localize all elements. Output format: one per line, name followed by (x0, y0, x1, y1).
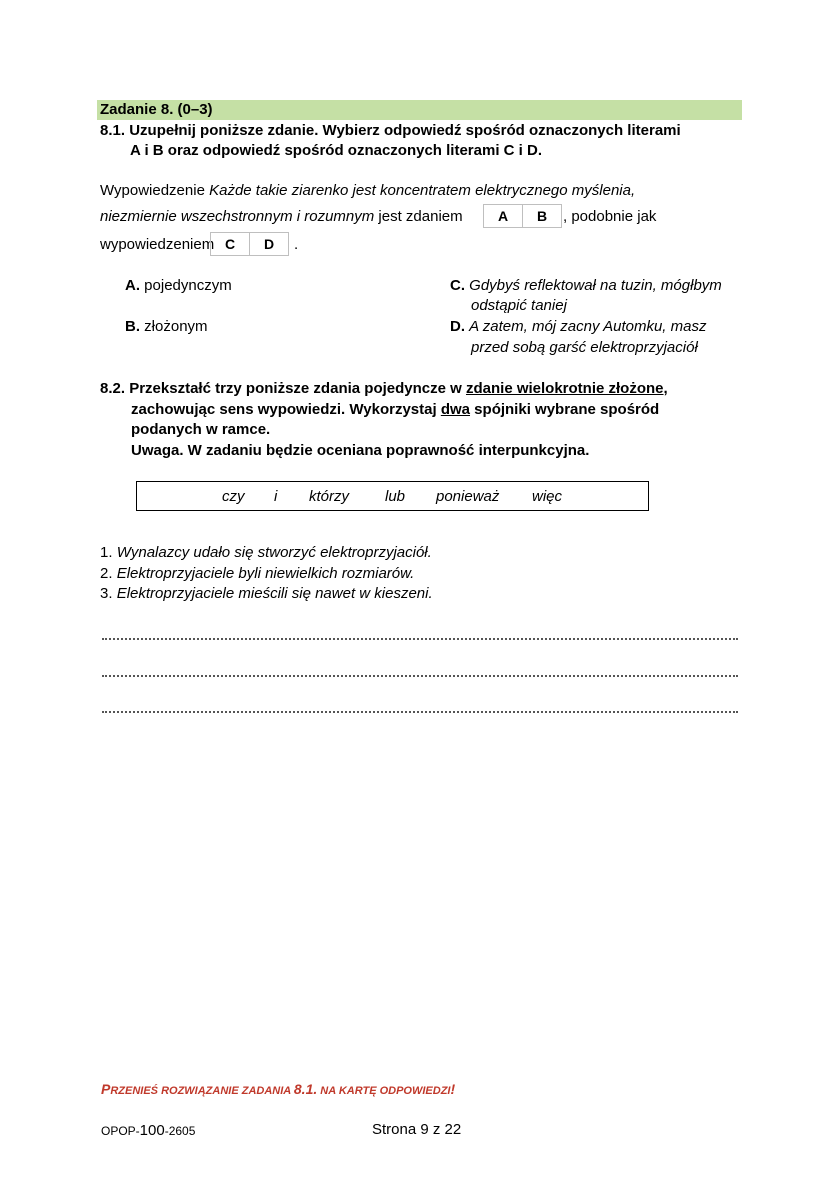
answer-box-option-a[interactable]: A (497, 208, 509, 224)
q81-instruction-line2: A i B oraz odpowiedź spośród oznaczonych literami C i D. (130, 142, 542, 159)
option-a (125, 276, 232, 296)
q81-instruction-line1: Uzupełnij poniższe zdanie. Wybierz odpowiedź spośród oznaczonych literami (129, 122, 681, 139)
q82-underlined: dwa (440, 401, 471, 418)
sentence-quote: niezmiernie wszechstronnym i rozumnym (100, 208, 375, 225)
warning-text: ROZWIĄZANIE ZADANIA (161, 1085, 294, 1097)
q82-text: Przekształć trzy poniższe zdania pojedyncze w (129, 380, 466, 397)
q82-instruction-line3: podanych w ramce. (131, 421, 271, 438)
answer-box-option-c[interactable]: C (224, 236, 236, 252)
q82-note: Uwaga. W zadaniu będzie oceniana poprawność interpunkcyjna. (131, 442, 590, 459)
option-d-cont: przed sobą garść elektroprzyjaciół (471, 339, 698, 356)
sentence-text: jest zdaniem (374, 208, 463, 225)
answer-box-ab[interactable] (483, 204, 562, 228)
q81-sentence-line2 (100, 207, 463, 227)
q81-instruction (100, 121, 681, 141)
option-letter: A. (125, 277, 140, 294)
option-text: złożonym (144, 318, 208, 335)
exam-code-part: 100 (139, 1122, 165, 1139)
sentence-text: Elektroprzyjaciele mieścili się nawet w kieszeni. (116, 585, 433, 602)
q82-text: spójniki wybrane spośród (470, 401, 660, 418)
conjunction-word: ponieważ (436, 488, 500, 505)
sentence-quote: Każde takie ziarenko jest koncentratem elektrycznego myślenia, (209, 182, 636, 199)
warning-text: 8.1. (293, 1081, 318, 1097)
conjunction-word: czy (222, 488, 245, 505)
q81-number: 8.1. (100, 122, 126, 139)
q82-underlined: zdanie wielokrotnie złożone (465, 380, 664, 397)
q82-number: 8.2. (100, 380, 126, 397)
answer-box-cd[interactable] (210, 232, 289, 256)
answer-line[interactable] (102, 709, 738, 713)
option-letter: D. (450, 318, 465, 335)
sentence-text: Wynalazcy udało się stworzyć elektroprzyjaciół. (116, 544, 432, 561)
option-c-cont: odstąpić taniej (471, 297, 567, 314)
sentence-text: Elektroprzyjaciele byli niewielkich rozmiarów. (116, 565, 415, 582)
sentence-item (100, 543, 432, 563)
q82-instruction-line2 (131, 400, 659, 420)
exam-code-part: OPOP- (101, 1124, 140, 1138)
option-text: pojedynczym (144, 277, 232, 294)
q82-instruction-line1 (100, 379, 668, 399)
option-letter: B. (125, 318, 140, 335)
q81-sentence-end: . (294, 236, 299, 253)
sentence-text: Wypowiedzenie (100, 182, 210, 199)
option-text: A zatem, mój zacny Automku, masz (469, 318, 707, 335)
option-d (450, 317, 706, 337)
conjunction-word: lub (385, 488, 406, 505)
q81-sentence-line1 (100, 181, 635, 201)
option-letter: C. (450, 277, 465, 294)
sentence-item (100, 584, 433, 604)
conjunction-word: więc (532, 488, 563, 505)
conjunction-frame (136, 481, 649, 511)
option-text: Gdybyś reflektował na tuzin, mógłbym (469, 277, 722, 294)
q81-sentence-line3: wypowiedzeniem (100, 236, 215, 253)
exam-code-part: -2605 (164, 1124, 196, 1138)
page-number: Strona 9 z 22 (372, 1121, 462, 1138)
answer-box-option-d[interactable]: D (249, 233, 288, 255)
q82-text: zachowując sens wypowiedzi. Wykorzystaj (131, 401, 441, 418)
warning-text: NA KARTĘ ODPOWIEDZI (317, 1085, 451, 1097)
answer-line[interactable] (102, 673, 738, 677)
warning-text: ! (450, 1081, 456, 1097)
sentence-number: 1. (100, 544, 113, 561)
answer-box-option-b[interactable]: B (522, 205, 561, 227)
warning-text: P (101, 1081, 111, 1097)
option-b (125, 317, 208, 337)
warning-text: RZENIEŚ (110, 1085, 162, 1097)
sentence-number: 3. (100, 585, 113, 602)
q81-sentence-cont: , podobnie jak (563, 208, 657, 225)
answer-line[interactable] (102, 636, 738, 640)
sentence-item (100, 564, 414, 584)
exam-code (101, 1123, 195, 1139)
task-header: Zadanie 8. (0–3) (97, 100, 742, 120)
transfer-warning (101, 1081, 455, 1097)
conjunction-word: i (274, 488, 278, 505)
conjunction-word: którzy (309, 488, 350, 505)
q82-text: , (663, 380, 668, 397)
sentence-number: 2. (100, 565, 113, 582)
option-c (450, 276, 722, 296)
